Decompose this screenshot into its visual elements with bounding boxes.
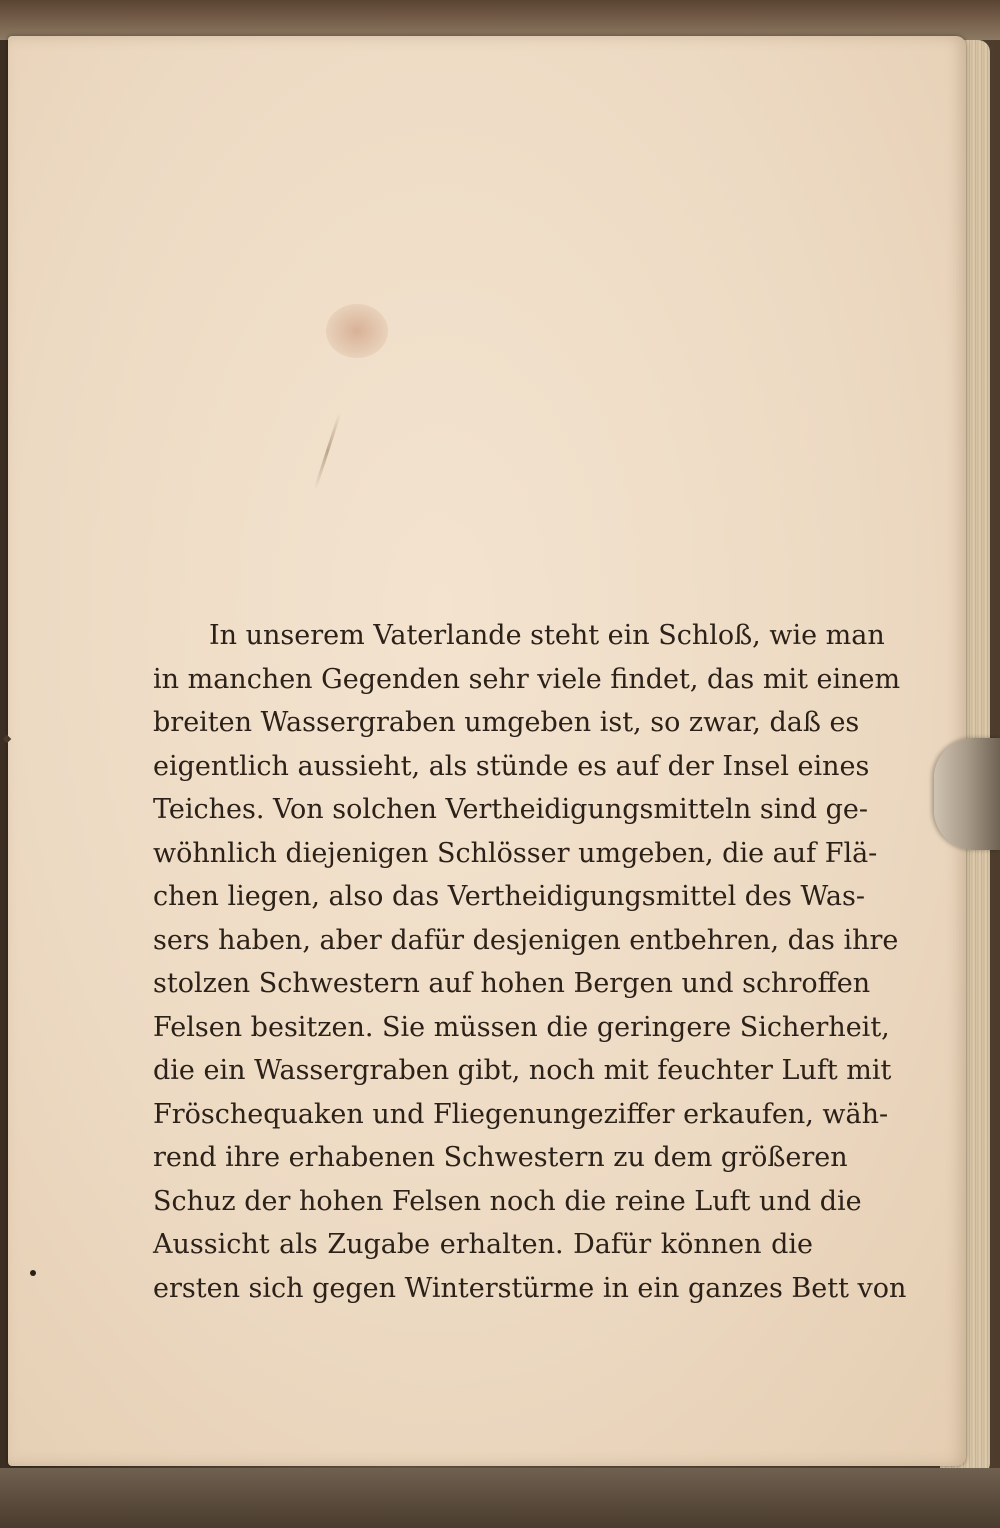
book-cover-bottom — [0, 1468, 1000, 1528]
text-line: ersten sich gegen Winterstürme in ein ganzes Bett von — [153, 1272, 907, 1304]
margin-dot — [30, 1270, 36, 1276]
text-line: wöhnlich diejenigen Schlösser umgeben, die auf Flä- — [153, 837, 878, 869]
pencil-mark — [314, 412, 342, 489]
page-stain — [326, 304, 388, 358]
text-line: Aussicht als Zugabe erhalten. Dafür können die — [153, 1229, 813, 1260]
book-clasp — [934, 738, 1000, 850]
text-line: die ein Wassergraben gibt, noch mit feuchter Luft mit — [153, 1055, 892, 1086]
text-line: in manchen Gegenden sehr viele findet, das mit einem — [153, 663, 901, 695]
text-line: Schuz der hohen Felsen noch die reine Luft und die — [153, 1185, 862, 1217]
book-cover-top — [0, 0, 1000, 40]
text-line: breiten Wassergraben umgeben ist, so zwar, daß es — [153, 707, 860, 738]
body-paragraph — [153, 614, 907, 1310]
text-line: Felsen besitzen. Sie müssen die geringere Sicherheit, — [153, 1011, 890, 1043]
text-line: rend ihre erhabenen Schwestern zu dem größeren — [153, 1142, 848, 1173]
book-page — [8, 36, 966, 1466]
text-line: Teiches. Von solchen Vertheidigungsmitteln sind ge- — [153, 794, 869, 825]
text-line: stolzen Schwestern auf hohen Bergen und schroffen — [153, 968, 871, 999]
text-line: In unserem Vaterlande steht ein Schloß, wie man — [209, 620, 885, 651]
text-line: sers haben, aber dafür desjenigen entbehren, das ihre — [153, 924, 899, 956]
text-line: chen liegen, also das Vertheidigungsmittel des Was- — [153, 881, 865, 912]
text-line: eigentlich aussieht, als stünde es auf der Insel eines — [153, 750, 870, 782]
text-line: Fröschequaken und Fliegenungeziffer erkaufen, wäh- — [153, 1098, 889, 1130]
